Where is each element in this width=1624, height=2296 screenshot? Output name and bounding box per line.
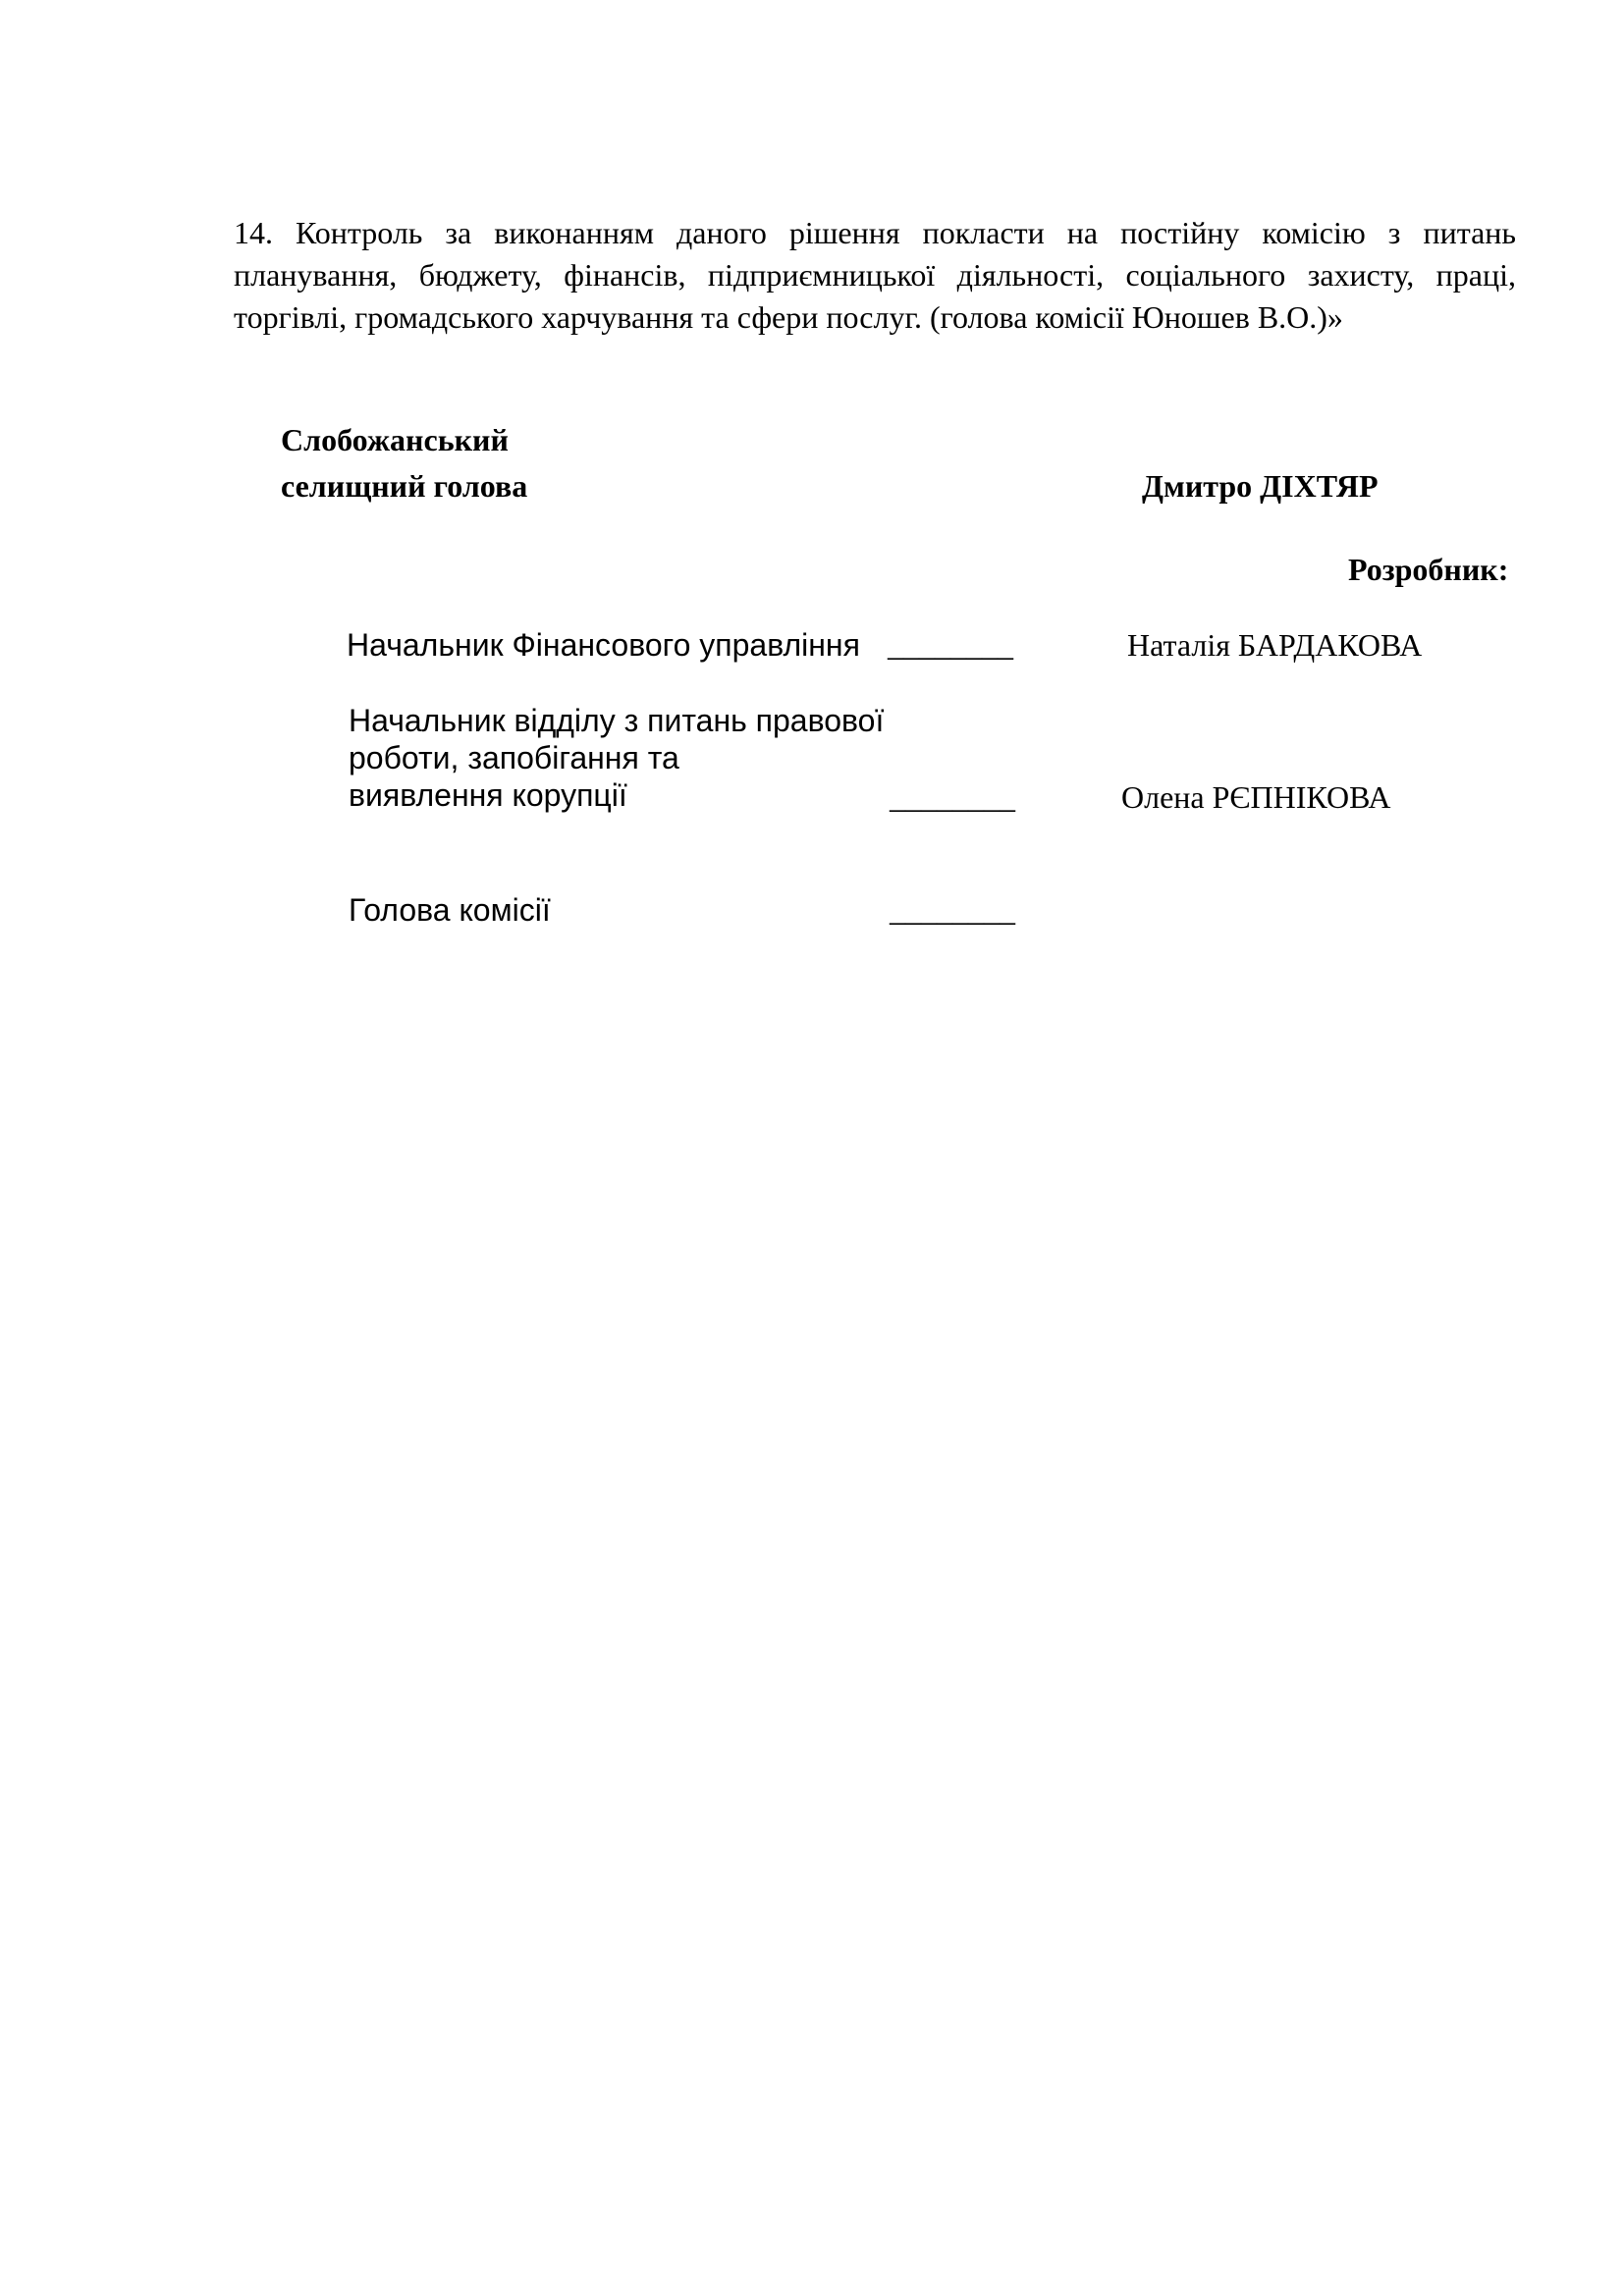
signature-line-2: ________ (890, 779, 1015, 815)
position-finance-head: Начальник Фінансового управління (347, 627, 860, 663)
head-name: Дмитро ДІХТЯР (1142, 468, 1379, 504)
position-legal-head (349, 702, 898, 814)
signature-line-1: ________ (888, 627, 1013, 663)
name-repnikova: Олена РЄПНІКОВА (1121, 779, 1391, 815)
head-title-line1: Слобожанський (281, 422, 509, 457)
head-title-line2: селищний голова (281, 468, 528, 504)
position-legal-line1: Начальник відділу з питань правової (349, 703, 885, 738)
paragraph-14: 14. Контроль за виконанням даного рішення покласти на постійну комісію з питань планування, бюджету, фінансів, підприємницької діяльності, соціального захисту, праці, торгівлі, громадського харчування та сфери послуг. (голова комісії Юношев В.О.)» (234, 215, 1516, 335)
position-legal-line3: виявлення корупції (349, 777, 627, 813)
developer-heading: Розробник: (1348, 552, 1509, 587)
position-legal-line2: роботи, запобігання та (349, 740, 679, 775)
position-commission-head: Голова комісії (349, 892, 551, 928)
name-bardakova: Наталія БАРДАКОВА (1127, 627, 1423, 663)
signature-line-3: ________ (890, 892, 1015, 928)
